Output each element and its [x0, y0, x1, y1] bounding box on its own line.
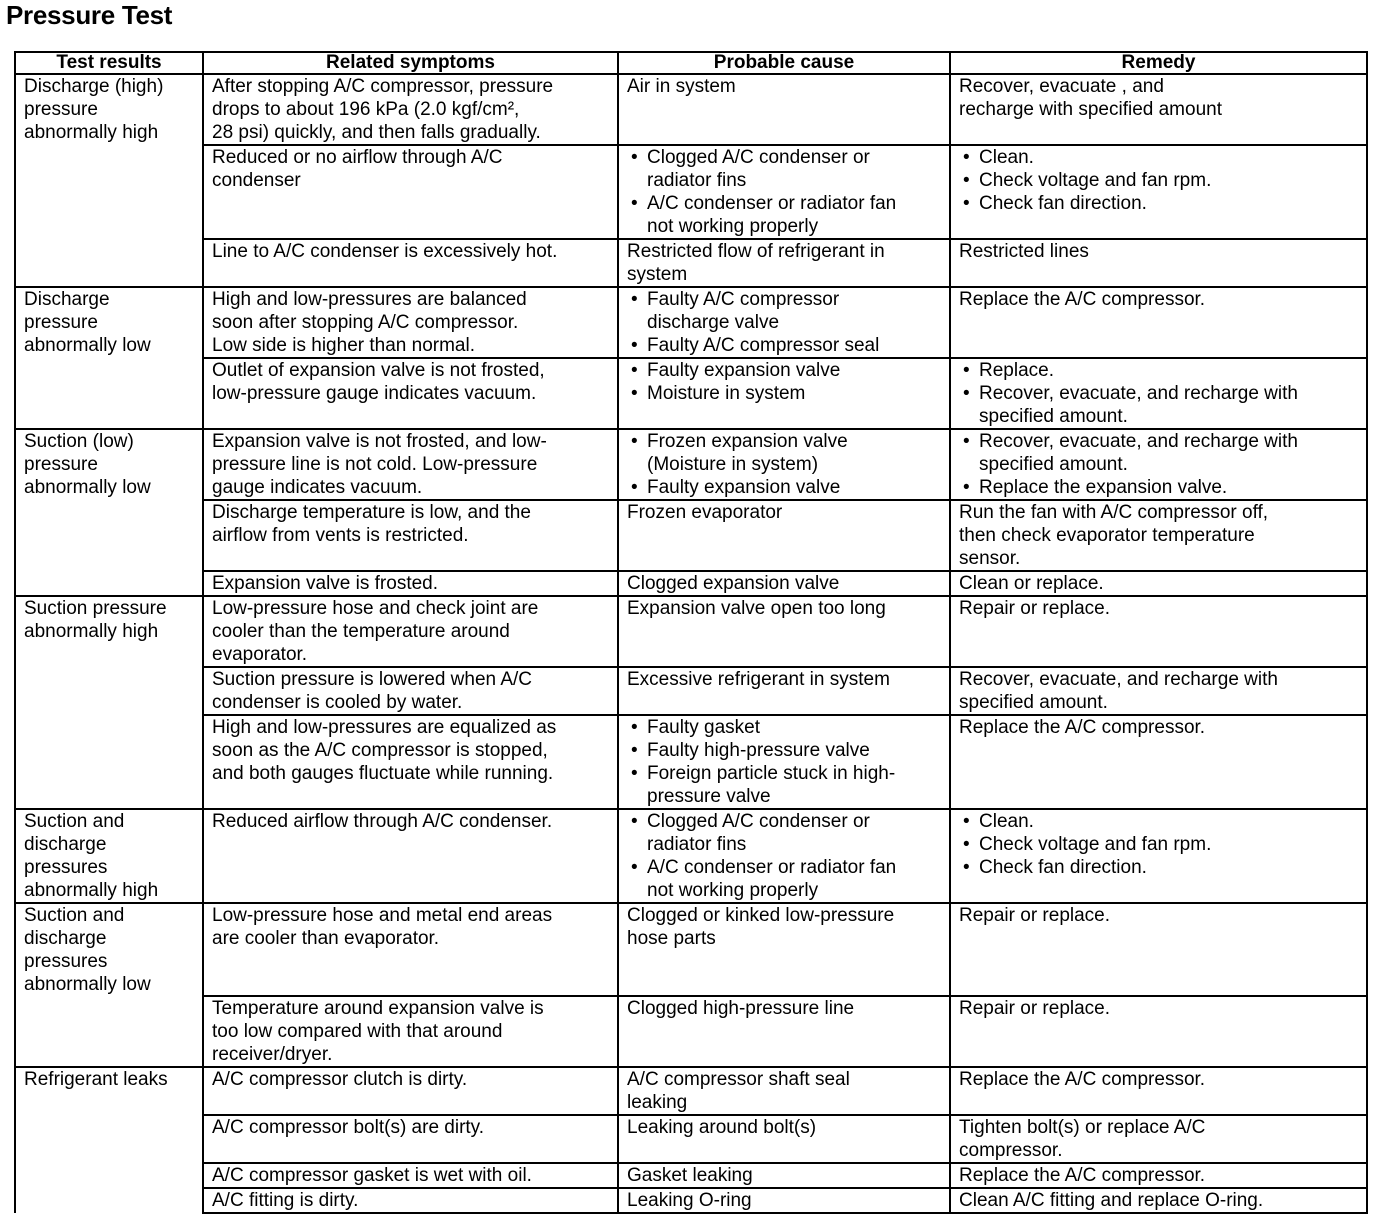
list-item [959, 382, 1358, 428]
symptom-cell [203, 429, 618, 500]
list-item [627, 382, 941, 405]
test-result-line: pressure [24, 99, 98, 120]
symptom-cell-line: are cooler than evaporator. [212, 928, 440, 949]
list-item [627, 476, 941, 499]
symptom-cell-line: and both gauges fluctuate while running. [212, 763, 554, 784]
list-item-text: not working properly [647, 880, 819, 901]
symptom-cell-line: A/C compressor gasket is wet with oil. [212, 1165, 532, 1186]
cause-cell [618, 1115, 950, 1163]
remedy-cell-line: then check evaporator temperature [959, 525, 1255, 546]
table-row [15, 1115, 1367, 1163]
test-result-line: Suction (low) [24, 431, 134, 452]
symptom-cell [203, 358, 618, 429]
cause-cell-line: Gasket leaking [627, 1165, 753, 1186]
list-item-text: radiator fins [647, 834, 747, 855]
header-probable-cause: Probable cause [618, 52, 950, 74]
list-item-text: • Faulty expansion valve [647, 360, 841, 381]
table-header-row [15, 52, 1367, 74]
table-row [15, 145, 1367, 239]
list-item-text: not working properly [647, 216, 819, 237]
remedy-cell [950, 74, 1367, 145]
table-row [15, 429, 1367, 500]
list-item [959, 192, 1358, 215]
remedy-cell-line: compressor. [959, 1140, 1063, 1161]
cause-cell-line: Clogged or kinked low-pressure [627, 905, 895, 926]
symptom-cell-line: Low side is higher than normal. [212, 335, 475, 356]
list-item-text: (Moisture in system) [647, 454, 819, 475]
table-row [15, 903, 1367, 996]
test-result-line: Discharge [24, 289, 110, 310]
table-body [15, 74, 1367, 1213]
test-result-line: pressures [24, 857, 108, 878]
page-title: Pressure Test [6, 0, 173, 30]
remedy-cell-list [959, 359, 1358, 428]
symptom-cell [203, 287, 618, 358]
cause-cell [618, 1188, 950, 1213]
test-result-line: pressure [24, 312, 98, 333]
cause-cell [618, 358, 950, 429]
symptom-cell-line: cooler than the temperature around [212, 621, 510, 642]
test-result-cell [15, 358, 203, 429]
test-result-cell [15, 996, 203, 1067]
cause-cell [618, 809, 950, 903]
test-result-cell [15, 667, 203, 715]
test-result-line: abnormally high [24, 880, 159, 901]
list-item-text: • Replace the expansion valve. [979, 477, 1228, 498]
test-result-cell [15, 287, 203, 358]
symptom-cell-line: Suction pressure is lowered when A/C [212, 669, 532, 690]
remedy-cell-line: Repair or replace. [959, 598, 1111, 619]
symptom-cell-line: condenser is cooled by water. [212, 692, 463, 713]
remedy-cell-list [959, 430, 1358, 499]
list-item-text: • Check voltage and fan rpm. [979, 170, 1212, 191]
list-item-text: • Check fan direction. [979, 193, 1147, 214]
test-result-line: pressure [24, 454, 98, 475]
symptom-cell-line: too low compared with that around [212, 1021, 503, 1042]
table-row [15, 1188, 1367, 1213]
remedy-cell-list [959, 810, 1358, 879]
remedy-cell-line: Replace the A/C compressor. [959, 1165, 1206, 1186]
symptom-cell-line: pressure line is not cold. Low-pressure [212, 454, 538, 475]
list-item [627, 810, 941, 856]
cause-cell [618, 145, 950, 239]
test-result-line: Refrigerant leaks [24, 1069, 168, 1090]
symptom-cell-line: Low-pressure hose and metal end areas [212, 905, 553, 926]
list-item-text: specified amount. [979, 406, 1128, 427]
list-item [627, 762, 941, 808]
remedy-cell-line: Tighten bolt(s) or replace A/C [959, 1117, 1206, 1138]
cause-cell-list [627, 810, 941, 902]
list-item [627, 856, 941, 902]
symptom-cell [203, 996, 618, 1067]
remedy-cell-line: Clean A/C fitting and replace O-ring. [959, 1190, 1264, 1211]
test-result-cell [15, 500, 203, 571]
list-item-text: radiator fins [647, 170, 747, 191]
list-item-text: discharge valve [647, 312, 780, 333]
test-result-cell [15, 1067, 203, 1115]
list-item [959, 476, 1358, 499]
remedy-cell-line: recharge with specified amount [959, 99, 1222, 120]
list-item [627, 716, 941, 739]
symptom-cell-line: After stopping A/C compressor, pressure [212, 76, 554, 97]
cause-cell [618, 74, 950, 145]
remedy-cell-line: Replace the A/C compressor. [959, 1069, 1206, 1090]
remedy-cell [950, 903, 1367, 996]
symptom-cell [203, 1188, 618, 1213]
symptom-cell-line: Temperature around expansion valve is [212, 998, 544, 1019]
remedy-cell-line: Recover, evacuate, and recharge with [959, 669, 1278, 690]
remedy-cell [950, 429, 1367, 500]
symptom-cell-line: High and low-pressures are balanced [212, 289, 527, 310]
symptom-cell [203, 239, 618, 287]
list-item-text: • Faulty expansion valve [647, 477, 841, 498]
remedy-cell [950, 1115, 1367, 1163]
list-item [959, 146, 1358, 169]
test-result-line: abnormally low [24, 335, 151, 356]
test-result-cell [15, 429, 203, 500]
list-item-text: pressure valve [647, 786, 771, 807]
table-row [15, 239, 1367, 287]
symptom-cell-line: 28 psi) quickly, and then falls gradually. [212, 122, 541, 143]
symptom-cell-line: A/C compressor clutch is dirty. [212, 1069, 468, 1090]
table-row [15, 571, 1367, 596]
table-row [15, 667, 1367, 715]
symptom-cell-line: A/C compressor bolt(s) are dirty. [212, 1117, 485, 1138]
test-result-line: pressures [24, 951, 108, 972]
symptom-cell-line: evaporator. [212, 644, 308, 665]
symptom-cell-line: Low-pressure hose and check joint are [212, 598, 539, 619]
symptom-cell [203, 1067, 618, 1115]
cause-cell [618, 1067, 950, 1115]
list-item [627, 430, 941, 476]
table-row [15, 1163, 1367, 1188]
cause-cell [618, 596, 950, 667]
list-item [959, 359, 1358, 382]
symptom-cell-line: Expansion valve is not frosted, and low- [212, 431, 547, 452]
test-result-cell [15, 145, 203, 239]
list-item-text: • Faulty A/C compressor [647, 289, 840, 310]
list-item-text: • Frozen expansion valve [647, 431, 848, 452]
cause-cell-line: A/C compressor shaft seal [627, 1069, 850, 1090]
remedy-cell [950, 809, 1367, 903]
header-related-symptoms: Related symptoms [203, 52, 618, 74]
test-result-line: abnormally low [24, 477, 151, 498]
cause-cell-line: Expansion valve open too long [627, 598, 886, 619]
symptom-cell-line: A/C fitting is dirty. [212, 1190, 359, 1211]
list-item-text: • Faulty gasket [647, 717, 760, 738]
symptom-cell [203, 571, 618, 596]
list-item [627, 334, 941, 357]
cause-cell-list [627, 716, 941, 808]
cause-cell-line: Air in system [627, 76, 736, 97]
symptom-cell-line: Outlet of expansion valve is not frosted, [212, 360, 545, 381]
remedy-cell [950, 996, 1367, 1067]
cause-cell [618, 239, 950, 287]
symptom-cell [203, 715, 618, 809]
header-test-results: Test results [15, 52, 203, 74]
cause-cell-list [627, 146, 941, 238]
test-result-cell [15, 596, 203, 667]
list-item [627, 288, 941, 334]
table-row [15, 74, 1367, 145]
cause-cell [618, 287, 950, 358]
test-result-cell [15, 809, 203, 903]
symptom-cell-line: gauge indicates vacuum. [212, 477, 423, 498]
symptom-cell-line: Reduced airflow through A/C condenser. [212, 811, 553, 832]
test-result-cell [15, 239, 203, 287]
cause-cell-line: Restricted flow of refrigerant in [627, 241, 885, 262]
test-result-line: Suction and [24, 811, 125, 832]
symptom-cell-line: Reduced or no airflow through A/C [212, 147, 503, 168]
list-item-text: • Clogged A/C condenser or [647, 811, 870, 832]
test-result-line: abnormally low [24, 974, 151, 995]
table-row [15, 500, 1367, 571]
list-item [627, 146, 941, 192]
cause-cell [618, 996, 950, 1067]
list-item [959, 833, 1358, 856]
remedy-cell-line: Replace the A/C compressor. [959, 289, 1206, 310]
table-row [15, 596, 1367, 667]
remedy-cell-line: sensor. [959, 548, 1021, 569]
remedy-cell-line: Repair or replace. [959, 998, 1111, 1019]
list-item [959, 430, 1358, 476]
symptom-cell-line: soon as the A/C compressor is stopped, [212, 740, 548, 761]
cause-cell [618, 500, 950, 571]
symptom-cell [203, 1163, 618, 1188]
test-result-line: Suction pressure [24, 598, 167, 619]
symptom-cell [203, 667, 618, 715]
symptom-cell [203, 500, 618, 571]
symptom-cell [203, 809, 618, 903]
test-result-line: discharge [24, 834, 107, 855]
symptom-cell-line: condenser [212, 170, 301, 191]
list-item-text: • Check voltage and fan rpm. [979, 834, 1212, 855]
remedy-cell-line: Repair or replace. [959, 905, 1111, 926]
cause-cell-line: Frozen evaporator [627, 502, 783, 523]
list-item-text: • Check fan direction. [979, 857, 1147, 878]
test-result-line: Discharge (high) [24, 76, 164, 97]
list-item-text: • Foreign particle stuck in high- [647, 763, 896, 784]
remedy-cell [950, 1067, 1367, 1115]
cause-cell-line: Leaking around bolt(s) [627, 1117, 817, 1138]
cause-cell [618, 571, 950, 596]
remedy-cell [950, 287, 1367, 358]
symptom-cell-line: Discharge temperature is low, and the [212, 502, 531, 523]
header-remedy: Remedy [950, 52, 1367, 74]
test-result-line: abnormally high [24, 122, 159, 143]
remedy-cell [950, 596, 1367, 667]
symptom-cell [203, 74, 618, 145]
pressure-test-table [14, 51, 1368, 1214]
symptom-cell [203, 903, 618, 996]
test-result-cell [15, 1163, 203, 1188]
remedy-cell [950, 1188, 1367, 1213]
list-item-text: • A/C condenser or radiator fan [647, 857, 897, 878]
list-item [959, 810, 1358, 833]
cause-cell-line: Excessive refrigerant in system [627, 669, 890, 690]
list-item-text: • Clean. [979, 147, 1034, 168]
test-result-cell [15, 571, 203, 596]
cause-cell [618, 429, 950, 500]
list-item-text: • Recover, evacuate, and recharge with [979, 431, 1298, 452]
test-result-line: discharge [24, 928, 107, 949]
cause-cell [618, 667, 950, 715]
list-item-text: • Faulty high-pressure valve [647, 740, 870, 761]
remedy-cell-line: specified amount. [959, 692, 1108, 713]
remedy-cell [950, 571, 1367, 596]
list-item [627, 359, 941, 382]
cause-cell-list [627, 288, 941, 357]
list-item-text: • Replace. [979, 360, 1054, 381]
remedy-cell [950, 715, 1367, 809]
symptom-cell-line: drops to about 196 kPa (2.0 kgf/cm², [212, 99, 520, 120]
cause-cell-list [627, 359, 941, 405]
symptom-cell [203, 145, 618, 239]
test-result-line: abnormally high [24, 621, 159, 642]
table-row [15, 287, 1367, 358]
remedy-cell-line: Recover, evacuate , and [959, 76, 1164, 97]
table-row [15, 1067, 1367, 1115]
symptom-cell-line: receiver/dryer. [212, 1044, 333, 1065]
list-item-text: • Faulty A/C compressor seal [647, 335, 880, 356]
list-item-text: • Moisture in system [647, 383, 806, 404]
list-item-text: • Clogged A/C condenser or [647, 147, 870, 168]
test-result-cell [15, 1188, 203, 1213]
cause-cell-list [627, 430, 941, 499]
cause-cell-line: system [627, 264, 688, 285]
list-item [627, 192, 941, 238]
symptom-cell-line: airflow from vents is restricted. [212, 525, 469, 546]
table-row [15, 715, 1367, 809]
list-item-text: • Clean. [979, 811, 1034, 832]
cause-cell [618, 715, 950, 809]
symptom-cell-line: High and low-pressures are equalized as [212, 717, 557, 738]
cause-cell-line: Clogged high-pressure line [627, 998, 855, 1019]
list-item-text: specified amount. [979, 454, 1128, 475]
test-result-cell [15, 1115, 203, 1163]
cause-cell [618, 903, 950, 996]
list-item-text: • Recover, evacuate, and recharge with [979, 383, 1298, 404]
list-item [959, 856, 1358, 879]
cause-cell-line: Clogged expansion valve [627, 573, 840, 594]
table-row [15, 996, 1367, 1067]
cause-cell [618, 1163, 950, 1188]
test-result-cell [15, 715, 203, 809]
cause-cell-line: Leaking O-ring [627, 1190, 752, 1211]
remedy-cell-line: Replace the A/C compressor. [959, 717, 1206, 738]
symptom-cell-line: Line to A/C condenser is excessively hot. [212, 241, 558, 262]
remedy-cell-list [959, 146, 1358, 215]
list-item [627, 739, 941, 762]
symptom-cell [203, 1115, 618, 1163]
symptom-cell-line: low-pressure gauge indicates vacuum. [212, 383, 537, 404]
test-result-cell [15, 74, 203, 145]
symptom-cell-line: Expansion valve is frosted. [212, 573, 439, 594]
list-item-text: • A/C condenser or radiator fan [647, 193, 897, 214]
remedy-cell [950, 500, 1367, 571]
remedy-cell [950, 667, 1367, 715]
test-result-cell [15, 903, 203, 996]
symptom-cell [203, 596, 618, 667]
remedy-cell [950, 358, 1367, 429]
remedy-cell [950, 145, 1367, 239]
remedy-cell [950, 239, 1367, 287]
list-item [959, 169, 1358, 192]
cause-cell-line: leaking [627, 1092, 688, 1113]
table-row [15, 358, 1367, 429]
cause-cell-line: hose parts [627, 928, 716, 949]
remedy-cell-line: Run the fan with A/C compressor off, [959, 502, 1269, 523]
remedy-cell-line: Clean or replace. [959, 573, 1104, 594]
remedy-cell [950, 1163, 1367, 1188]
symptom-cell-line: soon after stopping A/C compressor. [212, 312, 519, 333]
remedy-cell-line: Restricted lines [959, 241, 1089, 262]
table-row [15, 809, 1367, 903]
test-result-line: Suction and [24, 905, 125, 926]
